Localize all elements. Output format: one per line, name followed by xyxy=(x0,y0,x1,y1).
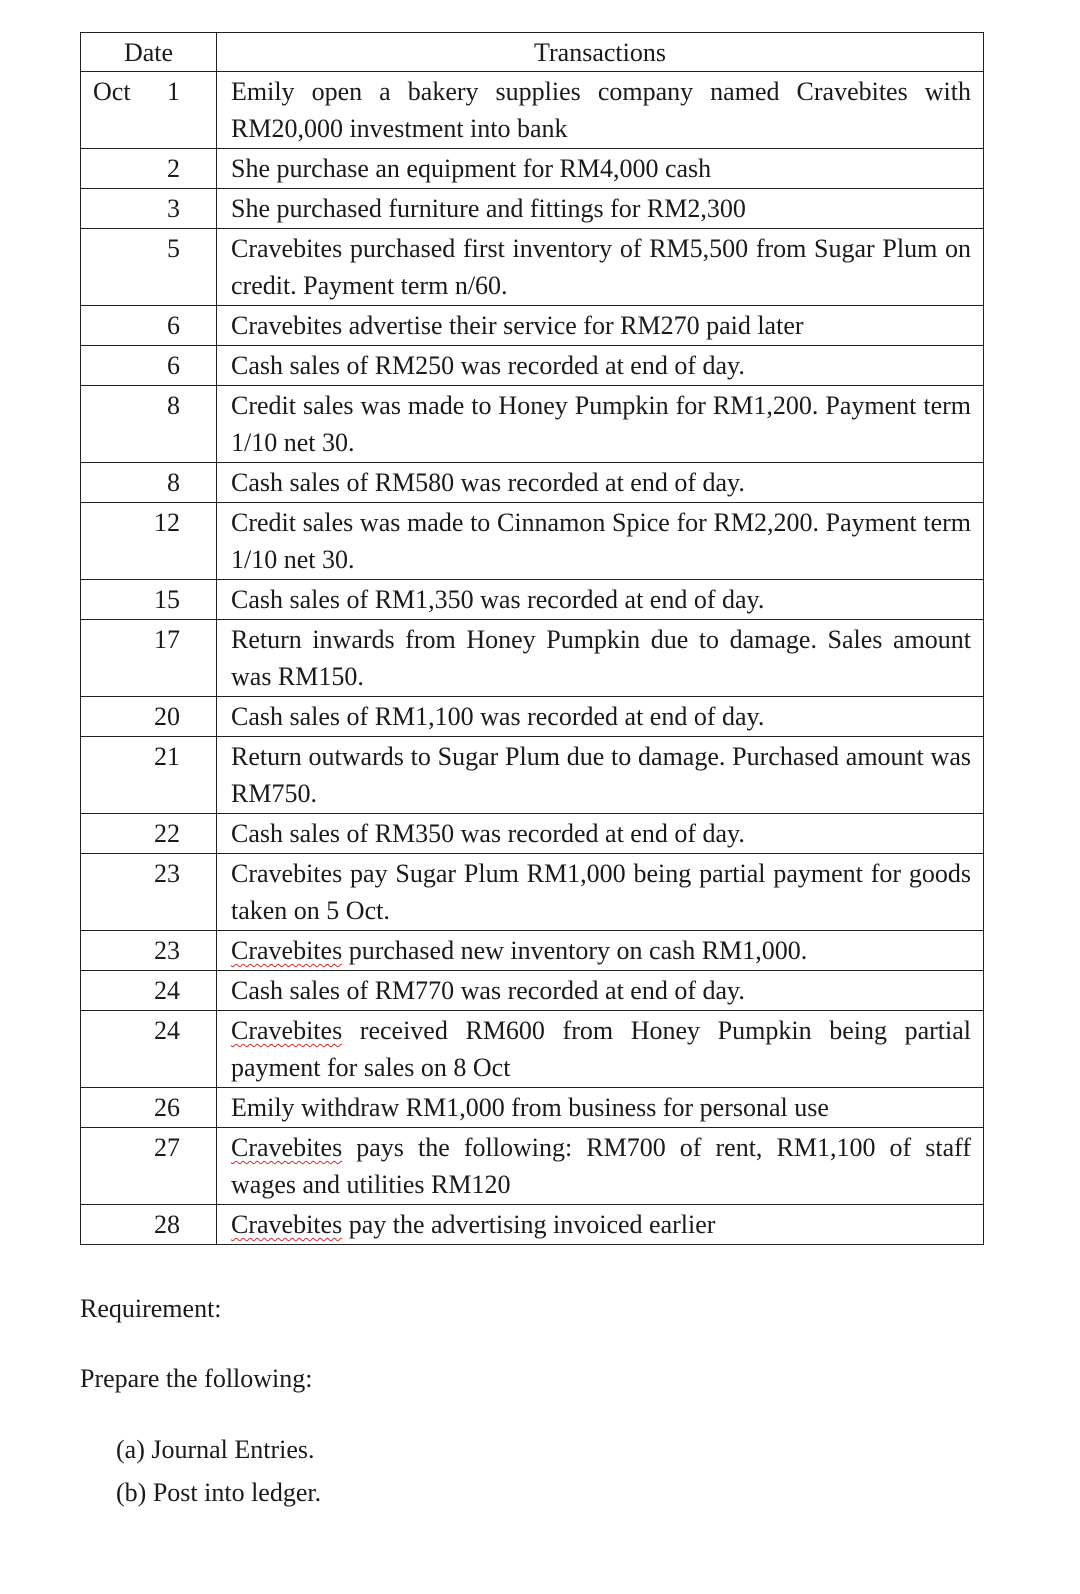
day-number: 24 xyxy=(154,1016,180,1045)
day-number: 6 xyxy=(167,311,180,340)
date-column-header: Date xyxy=(81,33,217,72)
day-number: 6 xyxy=(167,351,180,380)
transaction-text: Cash sales of RM250 was recorded at end of day. xyxy=(231,351,745,380)
transaction-text: pays the following: RM700 of rent, RM1,100 of staff wages and utilities RM120 xyxy=(231,1133,971,1199)
date-cell xyxy=(81,697,217,737)
day-number: 27 xyxy=(154,1133,180,1162)
day-number: 1 xyxy=(167,77,180,106)
requirement-item: (a) Journal Entries. xyxy=(116,1435,315,1464)
transaction-description xyxy=(217,306,984,346)
date-cell xyxy=(81,814,217,854)
table-row xyxy=(81,931,984,971)
day-number: 8 xyxy=(167,468,180,497)
day-number: 23 xyxy=(154,936,180,965)
transaction-text: pay the advertising invoiced earlier xyxy=(342,1210,716,1239)
transaction-text: Credit sales was made to Cinnamon Spice for RM2,200. Payment term 1/10 net 30. xyxy=(231,508,971,574)
date-cell xyxy=(81,72,217,149)
day-number: 5 xyxy=(167,234,180,263)
transaction-text: Cash sales of RM1,100 was recorded at end of day. xyxy=(231,702,765,731)
table-row xyxy=(81,854,984,931)
transaction-text: Cash sales of RM770 was recorded at end of day. xyxy=(231,976,745,1005)
transaction-text: Cravebites purchased first inventory of RM5,500 from Sugar Plum on credit. Payment term n/60. xyxy=(231,234,971,300)
transaction-description xyxy=(217,1011,984,1088)
transaction-description xyxy=(217,620,984,697)
date-cell xyxy=(81,620,217,697)
date-cell xyxy=(81,1205,217,1245)
transaction-text: Emily withdraw RM1,000 from business for personal use xyxy=(231,1093,829,1122)
transaction-text: purchased new inventory on cash RM1,000. xyxy=(342,936,808,965)
table-row xyxy=(81,737,984,814)
table-row xyxy=(81,1088,984,1128)
transaction-description xyxy=(217,189,984,229)
table-row xyxy=(81,814,984,854)
day-number: 12 xyxy=(154,508,180,537)
transaction-description xyxy=(217,580,984,620)
requirement-heading: Requirement: xyxy=(80,1294,222,1323)
date-cell xyxy=(81,1011,217,1088)
transaction-text: Cravebites advertise their service for RM270 paid later xyxy=(231,311,804,340)
transaction-description xyxy=(217,971,984,1011)
table-row xyxy=(81,306,984,346)
requirement-list xyxy=(116,1428,321,1514)
date-cell xyxy=(81,737,217,814)
date-cell xyxy=(81,346,217,386)
transaction-description xyxy=(217,346,984,386)
date-cell xyxy=(81,306,217,346)
transaction-description xyxy=(217,854,984,931)
transaction-description xyxy=(217,1088,984,1128)
table-row xyxy=(81,386,984,463)
table-row xyxy=(81,1205,984,1245)
transactions-table-body xyxy=(81,72,984,1245)
month-label: Oct xyxy=(93,77,131,106)
day-number: 2 xyxy=(167,154,180,183)
spellcheck-flagged-word: Cravebites xyxy=(231,936,343,965)
transaction-description xyxy=(217,931,984,971)
transaction-description xyxy=(217,814,984,854)
transaction-text: Return inwards from Honey Pumpkin due to damage. Sales amount was RM150. xyxy=(231,625,971,691)
transaction-description xyxy=(217,737,984,814)
day-number: 8 xyxy=(167,391,180,420)
transaction-text: She purchased furniture and fittings for RM2,300 xyxy=(231,194,746,223)
transaction-description xyxy=(217,386,984,463)
date-cell xyxy=(81,229,217,306)
table-row xyxy=(81,1128,984,1205)
transaction-text: Cash sales of RM350 was recorded at end of day. xyxy=(231,819,745,848)
transaction-text: Cash sales of RM1,350 was recorded at end of day. xyxy=(231,585,765,614)
spellcheck-flagged-word: Cravebites xyxy=(231,1210,343,1239)
table-row xyxy=(81,697,984,737)
date-cell xyxy=(81,189,217,229)
transaction-text: Cash sales of RM580 was recorded at end of day. xyxy=(231,468,745,497)
day-number: 23 xyxy=(154,859,180,888)
date-cell xyxy=(81,503,217,580)
table-row xyxy=(81,580,984,620)
transaction-text: Emily open a bakery supplies company named Cravebites with RM20,000 investment into bank xyxy=(231,77,971,143)
table-row xyxy=(81,503,984,580)
transaction-text: received RM600 from Honey Pumpkin being partial payment for sales on 8 Oct xyxy=(231,1016,971,1082)
date-cell xyxy=(81,854,217,931)
table-row xyxy=(81,346,984,386)
date-cell xyxy=(81,971,217,1011)
day-number: 21 xyxy=(154,742,180,771)
transaction-description xyxy=(217,463,984,503)
prepare-instruction: Prepare the following: xyxy=(80,1364,313,1393)
transaction-description xyxy=(217,1205,984,1245)
day-number: 24 xyxy=(154,976,180,1005)
transaction-description xyxy=(217,149,984,189)
date-cell xyxy=(81,149,217,189)
table-header-row xyxy=(81,33,984,72)
table-row xyxy=(81,620,984,697)
table-row xyxy=(81,189,984,229)
transaction-description xyxy=(217,697,984,737)
transaction-description xyxy=(217,229,984,306)
spellcheck-flagged-word: Cravebites xyxy=(231,1016,343,1045)
day-number: 15 xyxy=(154,585,180,614)
date-cell xyxy=(81,931,217,971)
transaction-text: Credit sales was made to Honey Pumpkin for RM1,200. Payment term 1/10 net 30. xyxy=(231,391,971,457)
date-cell xyxy=(81,386,217,463)
transactions-table xyxy=(80,32,984,1245)
transaction-text: She purchase an equipment for RM4,000 cash xyxy=(231,154,712,183)
transaction-description xyxy=(217,1128,984,1205)
date-cell xyxy=(81,580,217,620)
requirement-item: (b) Post into ledger. xyxy=(116,1478,322,1507)
table-row xyxy=(81,463,984,503)
spellcheck-flagged-word: Cravebites xyxy=(231,1133,343,1162)
table-row xyxy=(81,149,984,189)
transaction-description xyxy=(217,503,984,580)
day-number: 20 xyxy=(154,702,180,731)
date-cell xyxy=(81,1088,217,1128)
day-number: 17 xyxy=(154,625,180,654)
day-number: 22 xyxy=(154,819,180,848)
table-row xyxy=(81,72,984,149)
table-row xyxy=(81,229,984,306)
date-cell xyxy=(81,463,217,503)
day-number: 26 xyxy=(154,1093,180,1122)
date-cell xyxy=(81,1128,217,1205)
transaction-text: Return outwards to Sugar Plum due to damage. Purchased amount was RM750. xyxy=(231,742,971,808)
table-row xyxy=(81,971,984,1011)
day-number: 28 xyxy=(154,1210,180,1239)
table-row xyxy=(81,1011,984,1088)
transaction-description xyxy=(217,72,984,149)
transaction-text: Cravebites pay Sugar Plum RM1,000 being partial payment for goods taken on 5 Oct. xyxy=(231,859,971,925)
transactions-column-header: Transactions xyxy=(217,33,984,72)
day-number: 3 xyxy=(167,194,180,223)
